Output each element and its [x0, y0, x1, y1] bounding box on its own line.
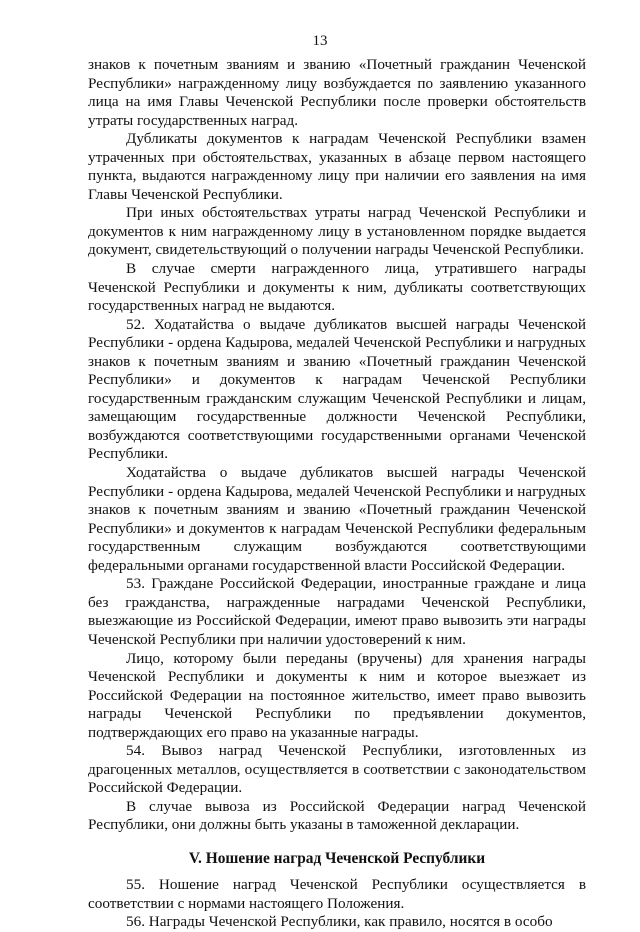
paragraph-item-54-customs: В случае вывоза из Российской Федерации наград Чеченской Республики, они должны быть указаны в таможенной декларации. — [88, 797, 586, 834]
paragraph-item-53: 53. Граждане Российской Федерации, иностранные граждане и лица без гражданства, награжденные наградами Чеченской Республики, выезжающие из Российской Федерации, имеют право вывозить эти награды Чеченской Республики при наличии удостоверений к ним. — [88, 575, 586, 648]
paragraph-death-case: В случае смерти награжденного лица, утратившего награды Чеченской Республики и документы к ним, дубликаты соответствующих государственных наград не выдаются. — [88, 260, 586, 315]
paragraph-item-56: 56. Награды Чеченской Республики, как правило, носятся в особо — [126, 913, 553, 931]
paragraph-item-52-federal: Ходатайства о выдаче дубликатов высшей награды Чеченской Республики - ордена Кадырова, медалей Чеченской Республики и нагрудных знаков к почетным званиям и званию «Почетный гражданин Чеченской Республики» и документов к наградам Чеченской Республики федеральным государственным служащим возбуждаются соответствующими федеральными органами государственной власти Российской Федерации. — [88, 464, 586, 574]
document-body — [88, 56, 586, 932]
paragraph-item-55: 55. Ношение наград Чеченской Республики осуществляется в соответствии с нормами настоящего Положения. — [88, 875, 586, 912]
paragraph-item-54: 54. Вывоз наград Чеченской Республики, изготовленных из драгоценных металлов, осуществляется в соответствии с законодательством Российской Федерации. — [88, 742, 586, 797]
paragraph-other-circumstances: При иных обстоятельствах утраты наград Чеченской Республики и документов к ним награжденному лицу в установленном порядке выдается документ, свидетельствующий о получении награды Чеченской Республики. — [88, 204, 586, 259]
section-heading: V. Ношение наград Чеченской Республики — [188, 849, 486, 867]
paragraph-item-52: 52. Ходатайства о выдаче дубликатов высшей награды Чеченской Республики - ордена Кадырова, медалей Чеченской Республики и нагрудных знаков к почетным званиям и званию «Почетный гражданин Чеченской Республики» и документов к наградам Чеченской Республики государственным гражданским служащим Чеченской Республики и лицам, замещающим государственные должности Чеченской Республики, возбуждаются соответствующими государственными органами Чеченской Республики. — [88, 315, 586, 463]
paragraph-continued: знаков к почетным званиям и званию «Почетный гражданин Чеченской Республики» награжденному лицу возбуждается по заявлению указанного лица на имя Главы Чеченской Республики после проверки обстоятельств утраты государственных наград. — [88, 56, 586, 129]
paragraph-duplicates-documents: Дубликаты документов к наградам Чеченской Республики взамен утраченных при обстоятельствах, указанных в абзаце первом настоящего пункта, выдаются награжденному лицу при наличии его заявления на имя Главы Чеченской Республики. — [88, 130, 586, 203]
page-number: 13 — [312, 33, 328, 49]
paragraph-item-53-storage: Лицо, которому были переданы (вручены) для хранения награды Чеченской Республики и документы к ним и которое выезжает из Российской Федерации на постоянное жительство, имеет право вывозить награды Чеченской Республики по предъявлении документов, подтверждающих его право на указанные награды. — [88, 649, 586, 741]
